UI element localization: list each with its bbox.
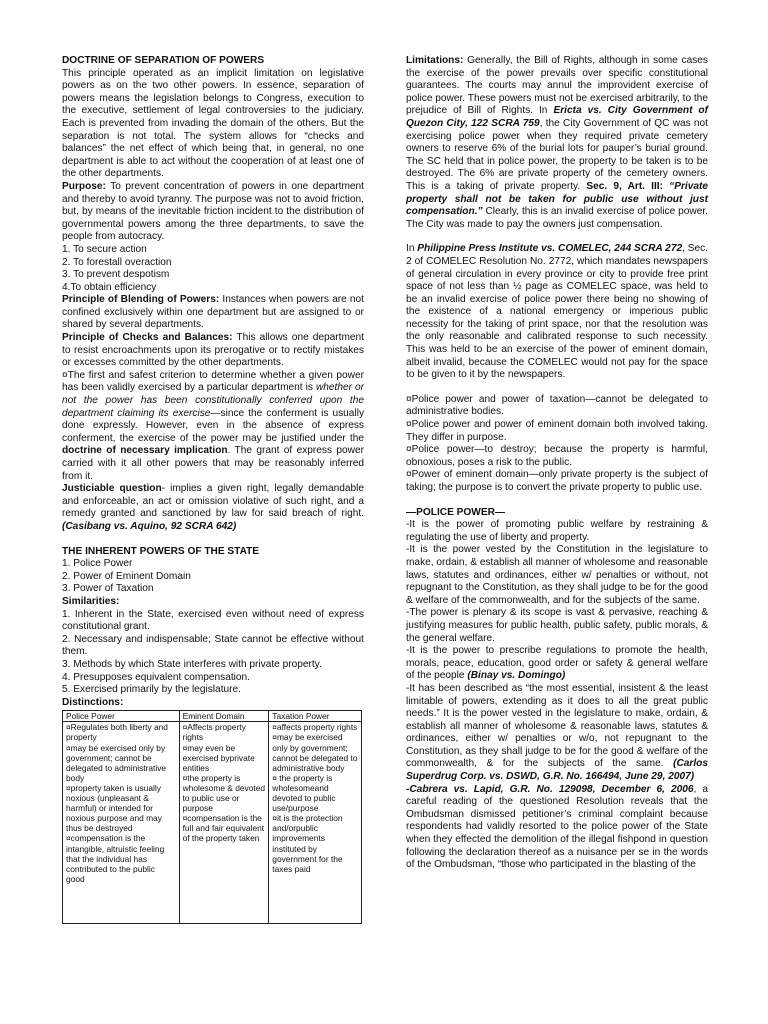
- table-cell-line: ¤may even be exercised byprivate entities: [182, 742, 255, 773]
- police-power-paragraph: [406, 683, 708, 784]
- note-item: ¤Police power and power of eminent domain both involved taking. They differ in purpose.: [406, 419, 708, 443]
- sec9-text: Clearly, this is an invalid exercise of police power. The City was made to pay the owners just compensation.: [406, 206, 708, 230]
- police-power-paragraph: -It is the power vested by the Constitution in the legislature to make, ordain, & establish all manner of wholesome and reasonable laws, statutes and ordinances, either w/ penalties or without, not repugnant to the Constitution, as they shall judge to be for the good & welfare of the commonwealth, and for the subjects of the same.: [406, 544, 708, 606]
- distinctions-table: [62, 710, 362, 924]
- inherent-list-item: 3. Power of Taxation: [62, 583, 154, 595]
- blending-label: Principle of Blending of Powers:: [62, 294, 220, 306]
- similarities-list-item: 4. Presupposes equivalent compensation.: [62, 671, 250, 683]
- purpose-paragraph: [62, 181, 364, 244]
- table-cell-line: ¤compensation is the intangible, altruistic feeling that the individual has contributed to the public good: [66, 833, 165, 884]
- spacer: [62, 534, 364, 546]
- justiciable-citation: (Casibang vs. Aquino, 92 SCRA 642): [62, 520, 237, 532]
- ericta-citation: Ericta vs. City Government of Quezon City, 122 SCRA 759: [406, 105, 708, 129]
- taxation-power-cell: [269, 722, 362, 924]
- table-cell-line: ¤may be exercised only by government; cannot be delegated to administrative body: [66, 742, 167, 783]
- criterion-paragraph: [62, 370, 364, 483]
- distinctions-label: Distinctions:: [62, 696, 124, 708]
- similarities-list-item: 5. Exercised primarily by the legislature.: [62, 684, 241, 696]
- superdrug-text: -It has been described as “the most essential, insistent & the least limitable of powers, extending as it does to all the great public needs.” It is the power vested in the legislature to make, ordain, & establish all manner of wholesome & reasonable laws, statutes & ordinances, either w/ penalties or w/o, not repugnant to the Constitution, as they shall judge to be for the good & welfare of the commonwealth, & for the subjects of the same.: [406, 682, 708, 770]
- separation-intro-paragraph: This principle operated as an implicit limitation on legislative powers as on the two other powers. In essence, separation of powers means the legislation belongs to Congress, execution to the executive, settlement of legal controversies to the judiciary. Each is prevented from invading the domain of the others. But the separation is not total. The system allows for “checks and balances” the net effect of which being that, in general, no one department is able to act without the cooperation of at least one of the other departments.: [62, 67, 364, 180]
- table-cell-line: ¤Regulates both liberty and property: [66, 722, 168, 743]
- sec9-label: Sec. 9, Art. III:: [586, 180, 663, 192]
- inherent-list-item: 2. Power of Eminent Domain: [62, 570, 191, 582]
- table-row: [63, 722, 362, 924]
- purpose-label: Purpose:: [62, 180, 106, 192]
- note-item: ¤Police power and power of taxation—cannot be delegated to administrative bodies.: [406, 393, 708, 418]
- ppi-citation: Philippine Press Institute vs. COMELEC, 244 SCRA 272: [417, 243, 683, 255]
- limitations-label: Limitations:: [406, 55, 464, 66]
- table-cell-line: ¤the property is wholesome & devoted to public use or purpose: [182, 772, 266, 814]
- table-cell-line: ¤it is the protection and/orpublic improvements instituted by government for the taxes paid: [272, 813, 343, 874]
- criterion-bold: doctrine of necessary implication: [62, 445, 228, 457]
- cabrera-text: , a careful reading of the questioned Resolution reveals that the Ombudsman dismissed petitioner’s criminal complaint because respondents had validly resorted to the police power of the State when they effected the demolition of the illegal fishpond in question following the declaration thereof as a nuisance per se in the words of the Ombudsman, “those who participated in the blasting of the: [406, 783, 708, 871]
- right-column: [406, 55, 708, 872]
- police-power-paragraph: [406, 645, 708, 683]
- table-cell-line: ¤compensation is the full and fair equivalent of the property taken: [182, 813, 265, 844]
- inherent-powers-heading: THE INHERENT POWERS OF THE STATE: [62, 545, 260, 557]
- checks-paragraph: [62, 332, 364, 370]
- eminent-domain-cell: [179, 722, 269, 924]
- criterion-text-c: . The grant of express power carried with it all other powers that may be reasonably inferred from it.: [62, 445, 364, 482]
- blending-text: Instances when powers are not confined exclusively within one department but are assigned to or shared by several departments.: [62, 294, 364, 331]
- table-header-eminent-domain: Eminent Domain: [179, 711, 269, 722]
- ppi-paragraph: [406, 243, 708, 382]
- spacer: [406, 495, 708, 507]
- cabrera-citation: -Cabrera vs. Lapid, G.R. No. 129098, December 6, 2006: [406, 783, 694, 795]
- table-cell-line: ¤property taken is usually noxious (unpleasant & harmful) or intended for noxious purpose and may thus be destroyed: [66, 782, 162, 834]
- blending-paragraph: [62, 294, 364, 332]
- checks-label: Principle of Checks and Balances:: [62, 332, 233, 344]
- table-cell-line: ¤affects property rights: [272, 722, 358, 733]
- similarities-label: Similarities:: [62, 595, 120, 607]
- table-cell-line: ¤ the property is wholesomeand devoted to public use/purpose: [272, 772, 336, 814]
- purpose-text: To prevent concentration of powers in one department and thereby to avoid tyranny. The purpose was not to avoid friction, but, by means of the inevitable friction incident to the distribution of governmental powers among the three departments, to save the people from autocracy.: [62, 180, 364, 243]
- criterion-text-a: ¤The first and safest criterion to determine whether a given power has been validly exercised by a particular department is: [62, 369, 364, 394]
- sec9-quote: “Private property shall not be taken for public use without just compensation.”: [406, 180, 708, 218]
- purpose-list-item: 4.To obtain efficiency: [62, 281, 157, 293]
- police-power-paragraph: [406, 784, 708, 872]
- purpose-list-item: 2. To forestall overaction: [62, 256, 172, 268]
- police-power-paragraph: -It is the power of promoting public welfare by restraining & regulating the use of liberty and property.: [406, 519, 708, 543]
- justiciable-label: Justiciable question: [62, 483, 162, 495]
- binay-text: -It is the power to prescribe regulations to promote the health, morals, peace, education, good order or safety & general welfare of the people: [406, 645, 708, 682]
- superdrug-citation: (Carlos Superdrug Corp. vs. DSWD, G.R. No. 166494, June 29, 2007): [406, 758, 708, 783]
- justiciable-text: - implies a given right, legally demandable and enforceable, an act or omission violative of such right, and a remedy granted and sanctioned by law for said breach of right.: [62, 483, 364, 520]
- limitations-paragraph: [406, 55, 708, 231]
- spacer: [406, 231, 708, 243]
- criterion-italic: whether or not the power has been constitutionally conferred upon the department claiming its exercise: [62, 382, 364, 419]
- table-header-taxation-power: Taxation Power: [269, 711, 362, 722]
- ppi-text: , Sec. 2 of COMELEC Resolution No. 2772, which mandates newspapers of general circulation in every province or city to provide free print space of not less than ½ page as COMELEC space, was held to be an invalid exercise of police power there being no showing of the existence of a national emergency or imperious public necessity for the taking of print space, nor that the resolution was the only reasonable and calibrated response to such necessity. This was held to be an exercise of the power of eminent domain, albeit invalid, because the COMELEC would not pay for the space to be given to it by the newspapers.: [406, 243, 708, 381]
- purpose-list-item: 1. To secure action: [62, 243, 147, 255]
- ppi-text-a: In: [406, 243, 418, 255]
- police-power-heading: —POLICE POWER—: [406, 506, 506, 518]
- police-power-cell: [63, 722, 180, 924]
- checks-text: This allows one department to resist encroachments upon its prerogative or to rectify mistakes or excesses committed by the other departments.: [62, 332, 364, 369]
- inherent-list-item: 1. Police Power: [62, 558, 133, 570]
- purpose-list-item: 3. To prevent despotism: [62, 269, 170, 281]
- limitations-text: Generally, the Bill of Rights, although in some cases the exercise of the power prevails over specific constitutional guarantees. The courts may annul the improvident exercise of police power. These powers must not be exercised arbitrarily, to the prejudice of Bill of Rights. In: [406, 55, 708, 117]
- binay-citation: (Binay vs. Domingo): [467, 670, 566, 682]
- ericta-text: , the City Government of QC was not exercising police power when they required private cemetery owners to reserve 6% of the burial lots for pauper’s burial ground. The SC held that in police power, the property to be taken is to be destroyed. The 6% are private property of the cemetery owners. This is a taking of private property.: [406, 117, 708, 192]
- note-item: ¤Power of eminent domain—only private property is the subject of taking; the purpose is to convert the private property to public use.: [406, 469, 708, 493]
- separation-of-powers-heading: DOCTRINE OF SEPARATION OF POWERS: [62, 55, 265, 66]
- table-cell-line: ¤Affects property rights: [182, 722, 246, 743]
- spacer: [406, 382, 708, 394]
- table-cell-line: ¤may be exercised only by government; cannot be delegated to administrative body: [272, 732, 358, 773]
- note-item: ¤Police power—to destroy; because the property is harmful, obnoxious, poses a risk to the public.: [406, 444, 708, 468]
- similarities-list-item: 3. Methods by which State interferes with private property.: [62, 658, 322, 670]
- criterion-text-b: —since the conferment is usually done expressly. However, even in the absence of express conferment, the exercise of the power may be justified under the: [62, 407, 365, 444]
- table-header-police-power: Police Power: [63, 711, 180, 722]
- left-column: [62, 55, 364, 924]
- table-header-row: [63, 711, 362, 722]
- justiciable-paragraph: [62, 483, 364, 533]
- similarities-list-item: 1. Inherent in the State, exercised even without need of express constitutional grant.: [62, 608, 364, 633]
- similarities-list-item: 2. Necessary and indispensable; State cannot be effective without them.: [62, 633, 364, 658]
- police-power-paragraph: -The power is plenary & its scope is vast & pervasive, reaching & justifying measures for public health, public safety, public morals, & the general welfare.: [406, 607, 708, 644]
